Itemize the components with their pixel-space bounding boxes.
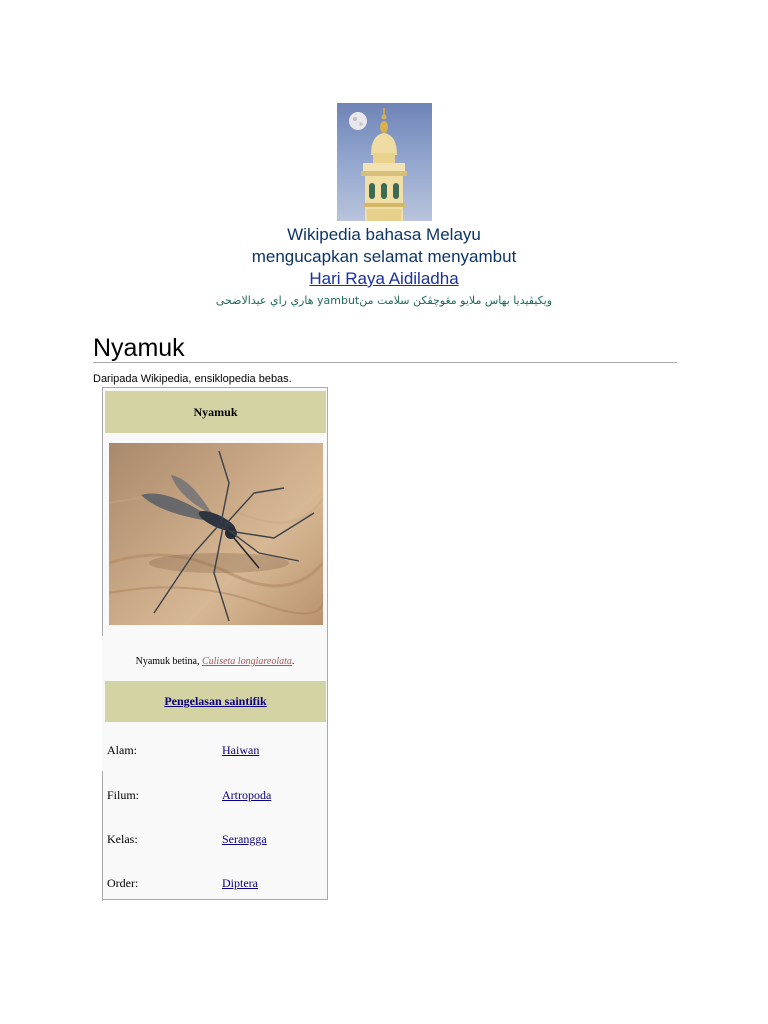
- caption-prefix: Nyamuk betina,: [135, 656, 202, 667]
- infobox-border: [102, 436, 103, 636]
- mosquito-photo[interactable]: [109, 443, 323, 625]
- banner-line-1: Wikipedia bahasa Melayu: [287, 225, 481, 244]
- infobox-border: [102, 771, 103, 901]
- scientific-classification-link[interactable]: Pengelasan saintifik: [164, 694, 267, 708]
- page-title: Nyamuk: [93, 334, 677, 363]
- holiday-banner: [0, 103, 768, 308]
- mosquito-illustration: [109, 443, 323, 625]
- minaret-illustration: [337, 103, 432, 221]
- image-caption: [102, 656, 328, 668]
- hari-raya-aidiladha-link[interactable]: Hari Raya Aidiladha: [309, 269, 459, 288]
- taxon-rank: Order:: [107, 876, 139, 890]
- taxon-rank: Filum:: [107, 788, 140, 802]
- taxon-link-order[interactable]: Diptera: [222, 876, 258, 890]
- banner-line-2: mengucapkan selamat menyambut: [251, 247, 517, 266]
- site-tagline: Daripada Wikipedia, ensiklopedia bebas.: [93, 373, 292, 385]
- taxobox: [102, 387, 328, 900]
- caption-suffix: .: [291, 656, 295, 667]
- minaret-image: [337, 103, 432, 221]
- taxon-link-class[interactable]: Serangga: [222, 832, 267, 846]
- taxon-rank: Kelas:: [107, 832, 138, 846]
- taxon-rank: Alam:: [107, 743, 137, 757]
- classification-header: [105, 681, 326, 722]
- taxon-link-phylum[interactable]: Artropoda: [222, 788, 272, 802]
- infobox-border: [102, 388, 103, 436]
- taxon-link-kingdom[interactable]: Haiwan: [222, 743, 260, 757]
- species-link[interactable]: Culiseta longiareolata: [201, 656, 292, 667]
- banner-jawi-text: ويکيڤيديا بهاس ملايو مڠوچڤکن سلامت منyambut هاري راي عيدالاضحى: [215, 294, 553, 307]
- infobox-title: Nyamuk: [105, 391, 326, 433]
